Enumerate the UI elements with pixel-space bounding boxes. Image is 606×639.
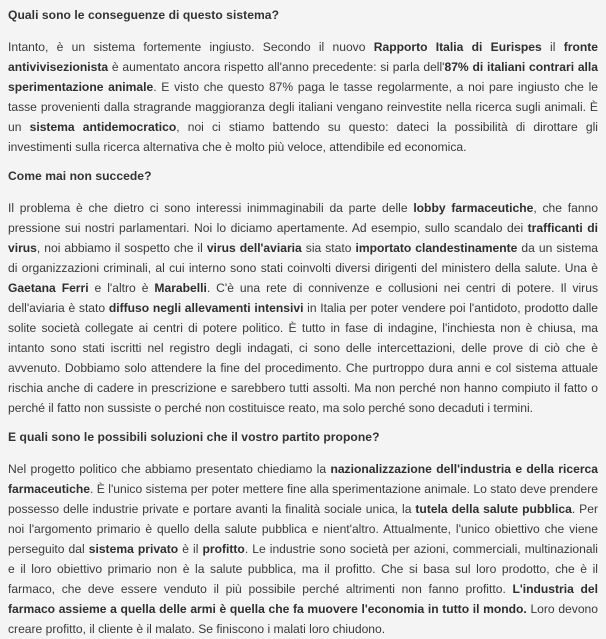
text-run: . È l'unico sistema per poter mettere fine alla sperimentazione animale. Lo stato deve prendere possesso delle industrie private e portare avanti la finalità sociale unica, la (8, 482, 598, 516)
bold-phrase: profitto (202, 542, 245, 556)
text-run: il (541, 40, 564, 54)
section-2-question: Come mai non succede? (8, 169, 152, 183)
text-run: . E visto che questo 87% paga le tasse regolarmente, a noi pare ingiusto che le tasse provenienti dalla stragrande maggioranza degli italiani vengano reinvestite nella ricerca sugli animali. È un (8, 80, 598, 134)
bold-phrase: trafficanti di virus (8, 221, 599, 255)
bold-phrase: fronte antivivisezionista (8, 40, 598, 74)
text-run: , noi abbiamo il sospetto che il (36, 241, 207, 255)
text-run: sia stato (301, 241, 356, 255)
text-run: Loro devono creare profitto, il cliente è il malato. Se finiscono i malati loro chiudono. (8, 602, 598, 636)
bold-phrase: 87% di italiani contrari alla sperimentazione animale (8, 60, 598, 94)
text-run: è aumentato ancora rispetto all'anno precedente: si parla dell' (108, 60, 445, 74)
section-1-answer (8, 37, 598, 157)
bold-phrase: importato clandestinamente (355, 241, 518, 255)
text-run: Intanto, è un sistema fortemente ingiusto. Secondo il nuovo (8, 40, 374, 54)
text-run: è il (178, 542, 203, 556)
bold-phrase: diffuso negli allevamenti intensivi (108, 301, 304, 315)
bold-phrase: nazionalizzazione dell'industria e della ricerca farmaceutiche (8, 462, 598, 496)
text-run: , noi ci stiamo battendo su questo: dateci la possibilità di dirottare gli investimenti sulla ricerca alternativa che è molto più veloce, attendibile ed economica. (8, 120, 598, 154)
text-run: in Italia per poter vendere poi l'antidoto, prodotto dalle solite società collegate ai centri di potere politico. È tutto in fase di indagine, l'inchiesta non è chiusa, ma intanto sono stati iscritti nel registro degli indagati, ci sono delle intercettazioni, delle prove di ciò che è avvenuto. Dobbiamo solo attendere la fine del procedimento. Che purtroppo dura anni e col sistema attuale rischia anche di cadere in prescrizione e sarebbero tutti assolti. Ma non perché non hanno compiuto il fatto o perché il fatto non sussiste o perché non costituisce reato, ma solo perché sono decaduti i termini. (8, 301, 598, 415)
section-1-question: Quali sono le conseguenze di questo sistema? (8, 8, 280, 22)
text-run: . Per noi l'argomento primario è quello della salute pubblica e nient'altro. Attualmente, l'unico obiettivo che viene perseguito dal (8, 502, 598, 556)
section-2-answer (8, 198, 598, 418)
bold-phrase: Gaetana Ferri (8, 281, 89, 295)
bold-phrase: sistema privato (88, 542, 179, 556)
section-3-answer (8, 459, 598, 639)
bold-phrase: Marabelli (154, 281, 207, 295)
text-run: da un sistema di organizzazioni criminali, al cui interno sono stati coinvolti diversi dirigenti del ministero della salute. Una è (8, 241, 598, 275)
bold-phrase: lobby farmaceutiche (413, 201, 534, 215)
bold-phrase: Rapporto Italia di Eurispes (373, 40, 542, 54)
text-run: Nel progetto politico che abbiamo presentato chiediamo la (8, 462, 331, 476)
bold-phrase: tutela della salute pubblica (415, 502, 572, 516)
bold-phrase: sistema antidemocratico (29, 120, 177, 134)
section-3-question: E quali sono le possibili soluzioni che il vostro partito propone? (8, 430, 380, 444)
text-run: , che fanno pressione sui nostri parlamentari. Noi lo diciamo apertamente. Ad esempio, sullo scandalo dei (8, 201, 598, 235)
text-run: e l'altro è (88, 281, 155, 295)
bold-phrase: virus dell'aviaria (206, 241, 302, 255)
text-run: Il problema è che dietro ci sono interessi inimmaginabili da parte delle (8, 201, 414, 215)
text-run: . Le industrie sono società per azioni, commerciali, multinazionali e il loro obiettivo primario non è la salute pubblica, ma il profitto. Che si basa sul loro prodotto, che è il farmaco, che deve essere venduto il più possibile perché altrimenti non fanno profitto. (8, 542, 598, 596)
text-run: . C'è una rete di connivenze e collusioni nei centri di potere. Il virus dell'aviaria è stato (8, 281, 598, 315)
bold-phrase: L'industria del farmaco assieme a quella delle armi è quella che fa muovere l'economia in tutto il mondo. (8, 582, 598, 616)
